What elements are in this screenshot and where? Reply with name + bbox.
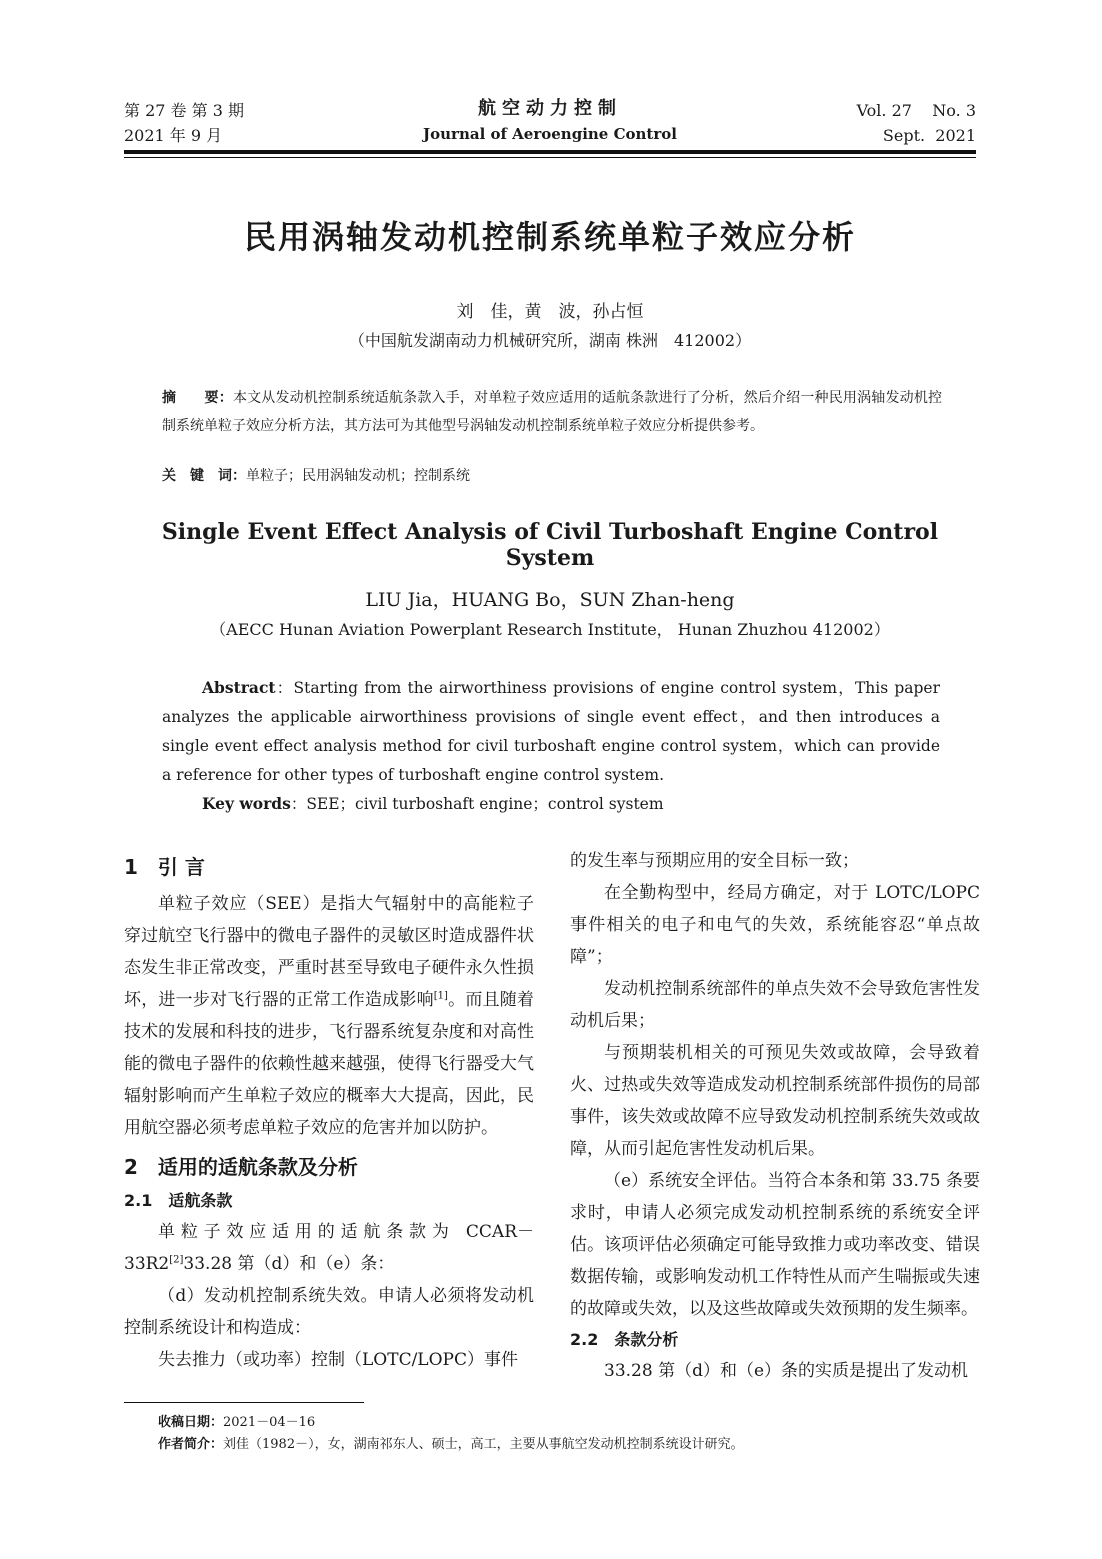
keywords-en-label: Key words bbox=[202, 794, 291, 813]
citation-2: [2] bbox=[169, 1254, 184, 1266]
vol-issue-cn: 第 27 卷 第 3 期 bbox=[124, 101, 244, 120]
vol-issue-en: Vol. 27 No. 3 bbox=[856, 101, 976, 120]
section-1-paragraph bbox=[124, 888, 534, 1144]
right-paragraph-3: 与预期装机相关的可预见失效或故障，会导致着火、过热或失效等造成发动机控制系统部件损伤的局部事件，该失效或故障不应导致发动机控制系统失效或故障，从而引起危害性发动机后果。 bbox=[570, 1043, 980, 1159]
header-left bbox=[124, 98, 244, 148]
received-date bbox=[158, 1412, 958, 1434]
received-label: 收稿日期： bbox=[158, 1415, 224, 1430]
right-paragraph-4: （e）系统安全评估。当符合本条和第 33.75 条要求时，申请人必须完成发动机控制系统的系统安全评估。该项评估必须确定可能导致推力或功率改变、错误数据传输，或影响发动机工作特性从而产生喘振或失速的故障或失效，以及这些故障或失效预期的发生频率。 bbox=[570, 1171, 980, 1319]
abstract-cn-label: 摘 要： bbox=[162, 390, 233, 406]
paragraph-text: 单粒子效应适用的适航条款为 CCAR－33R2 bbox=[124, 1222, 534, 1274]
journal-name-en: Journal of Aeroengine Control bbox=[423, 125, 677, 143]
affiliation-en: （AECC Hunan Aviation Powerplant Research Institute， Hunan Zhuzhou 412002） bbox=[210, 620, 890, 639]
section-2-1-paragraph-1 bbox=[124, 1216, 534, 1280]
keywords-en-text: ：SEE；civil turboshaft engine；control system bbox=[290, 795, 664, 813]
right-paragraph-2: 发动机控制系统部件的单点失效不会导致危害性发动机后果； bbox=[570, 979, 980, 1031]
citation-1: [1] bbox=[433, 990, 448, 1002]
authors-en: LIU Jia，HUANG Bo，SUN Zhan-heng bbox=[365, 589, 735, 611]
received-value: 2021－04－16 bbox=[223, 1415, 316, 1430]
paper-title-en: Single Event Effect Analysis of Civil Turboshaft Engine Control System bbox=[161, 519, 939, 571]
keywords-cn-label: 关 键 词： bbox=[162, 468, 246, 484]
keywords-cn bbox=[162, 463, 942, 489]
section-2-2-heading: 2.2 条款分析 bbox=[570, 1330, 679, 1349]
author-bio-label: 作者简介： bbox=[158, 1437, 224, 1452]
abstract-cn bbox=[162, 384, 942, 440]
continued-text: 的发生率与预期应用的安全目标一致； bbox=[570, 851, 859, 871]
header-center bbox=[360, 96, 740, 146]
authors-cn: 刘 佳，黄 波，孙占恒 bbox=[456, 302, 644, 322]
header-right bbox=[857, 98, 976, 148]
affiliation-cn: （中国航发湖南动力机械研究所，湖南 株洲 412002） bbox=[348, 331, 752, 350]
header-rule-thick bbox=[124, 150, 976, 154]
journal-name-cn: 航空动力控制 bbox=[478, 98, 622, 119]
header-rule-thin bbox=[124, 157, 976, 158]
keywords-en bbox=[202, 789, 942, 819]
abstract-en-text: ：Starting from the airworthiness provisions of engine control system，This paper analyzes the applicable airworthiness provisions of single event effect，and then introduces a single event effect analysis method for civil turboshaft engine control system，which can provide a reference for other types of turboshaft engine control system. bbox=[162, 679, 940, 784]
abstract-cn-text: 本文从发动机控制系统适航条款入手，对单粒子效应适用的适航条款进行了分析，然后介绍一种民用涡轴发动机控制系统单粒子效应分析方法，其方法可为其他型号涡轴发动机控制系统单粒子效应分析提供参考。 bbox=[162, 390, 943, 434]
author-bio-text: 刘佳（1982－），女，湖南祁东人、硕士，高工，主要从事航空发动机控制系统设计研究。 bbox=[223, 1437, 744, 1452]
body-column-left bbox=[124, 848, 534, 1376]
section-2-1-paragraph-3: 失去推力（或功率）控制（LOTC/LOPC）事件 bbox=[158, 1350, 518, 1370]
footnote-rule bbox=[124, 1402, 364, 1403]
paragraph-text: 33.28 第（d）和（e）条： bbox=[183, 1254, 395, 1274]
body-column-right bbox=[570, 845, 980, 1387]
abstract-en bbox=[162, 673, 940, 790]
abstract-en-label: Abstract bbox=[202, 678, 276, 697]
paragraph-text: 。而且随着技术的发展和科技的进步，飞行器系统复杂度和对高性能的微电子器件的依赖性越来越强，使得飞行器受大气辐射影响而产生单粒子效应的概率大大提高，因此，民用航空器必须考虑单粒子效应的危害并加以防护。 bbox=[124, 990, 535, 1138]
paper-title-cn: 民用涡轴发动机控制系统单粒子效应分析 bbox=[243, 218, 856, 256]
right-paragraph-1: 在全勤构型中，经局方确定，对于 LOTC/LOPC 事件相关的电子和电气的失效，系统能容忍“单点故障”； bbox=[570, 883, 980, 967]
section-1-heading: 1 引 言 bbox=[124, 855, 205, 879]
date-en: Sept. 2021 bbox=[882, 126, 976, 145]
footnotes bbox=[158, 1412, 958, 1456]
section-2-heading: 2 适用的适航条款及分析 bbox=[124, 1155, 358, 1179]
right-paragraph-5: 33.28 第（d）和（e）条的实质是提出了发动机 bbox=[604, 1361, 969, 1381]
keywords-cn-text: 单粒子；民用涡轴发动机；控制系统 bbox=[246, 468, 470, 484]
author-bio bbox=[158, 1434, 958, 1456]
date-cn: 2021 年 9 月 bbox=[124, 126, 223, 145]
section-2-1-heading: 2.1 适航条款 bbox=[124, 1191, 233, 1210]
paragraph-text: 单粒子效应（SEE）是指大气辐射中的高能粒子穿过航空飞行器中的微电子器件的灵敏区时造成器件状态发生非正常改变，严重时甚至导致电子硬件永久性损坏，进一步对飞行器的正常工作造成影响 bbox=[124, 894, 534, 1010]
section-2-1-paragraph-2: （d）发动机控制系统失效。申请人必须将发动机控制系统设计和构造成： bbox=[124, 1286, 534, 1338]
